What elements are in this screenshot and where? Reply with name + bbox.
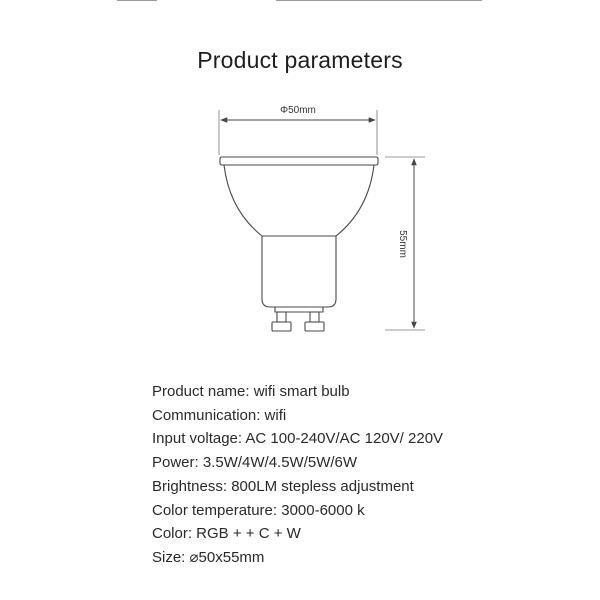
spec-communication: Communication: wifi — [152, 406, 287, 424]
spec-brightness: Brightness: 800LM stepless adjustment — [152, 477, 414, 495]
spec-list — [152, 380, 443, 570]
width-dimension — [219, 105, 377, 155]
spec-size: Size: ⌀50x55mm — [152, 548, 265, 566]
bulb-reflector — [224, 165, 374, 236]
pin-right-stem — [310, 312, 319, 322]
page-title: Product parameters — [197, 47, 403, 74]
spec-product-name: Product name: wifi smart bulb — [152, 383, 350, 400]
spec-color: Color: RGB + + C + W — [152, 525, 301, 543]
height-dimension — [385, 157, 425, 330]
gu10-pins — [272, 312, 324, 331]
bulb-base — [262, 236, 336, 307]
diameter-label: Φ50mm — [280, 105, 316, 116]
bulb-outline — [220, 157, 378, 312]
height-label: 55mm — [397, 230, 408, 258]
bulb-rim — [220, 157, 378, 165]
pin-left-stem — [277, 312, 286, 322]
spec-input-voltage: Input voltage: AC 100-240V/AC 120V/ 220V — [152, 430, 444, 448]
bulb-cap — [275, 307, 323, 312]
pin-left-foot — [272, 322, 291, 331]
spec-power: Power: 3.5W/4W/4.5W/5W/6W — [152, 454, 358, 472]
pin-right-foot — [305, 322, 324, 331]
spec-color-temperature: Color temperature: 3000-6000 k — [152, 501, 365, 519]
